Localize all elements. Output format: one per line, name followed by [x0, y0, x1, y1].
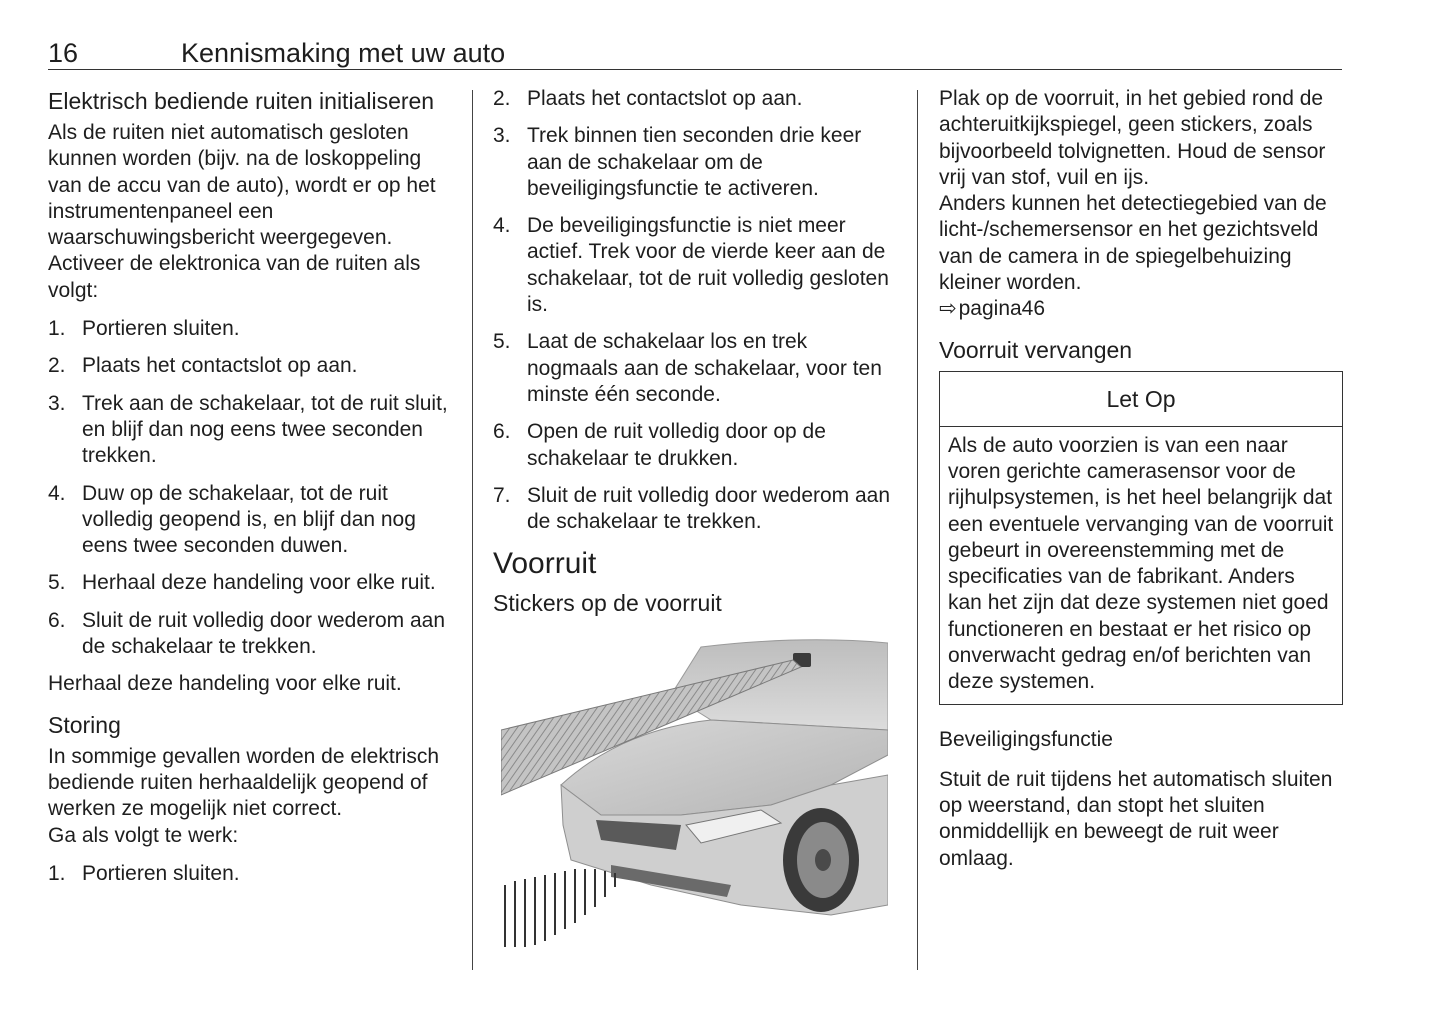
step-number: 1.: [48, 317, 66, 341]
intro-paragraph: Als de ruiten niet automatisch gesloten kunnen worden (bijv. na de loskoppeling van de accu van de auto), wordt er op het instrumentenpaneel een waarschuwingsbericht weergegeven.: [48, 121, 436, 250]
list-item: [48, 353, 458, 379]
step-text: Plaats het contactslot op aan.: [527, 87, 803, 110]
notice-title: Let Op: [940, 372, 1342, 427]
step-text: Trek binnen tien seconden drie keer aan de schakelaar om de beveiligingsfunctie te activeren.: [527, 124, 862, 200]
chapter-title: Kennismaking met uw auto: [181, 38, 506, 68]
step-text: Plaats het contactslot op aan.: [82, 354, 358, 378]
storing-paragraph-2: Ga als volgt te werk:: [48, 823, 239, 847]
section-heading-initialize: Elektrisch bediende ruiten initialiseren: [48, 88, 435, 114]
list-item: [48, 570, 458, 596]
list-item: [493, 483, 893, 536]
step-number: 2.: [493, 87, 511, 110]
notice-box: [939, 371, 1343, 705]
subheading-stickers: Stickers op de voorruit: [493, 590, 722, 617]
storing-paragraph: In sommige gevallen worden de elektrisch bediende ruiten herhaaldelijk geopend of werken ze mogelijk niet correct.: [48, 744, 440, 821]
list-item: [48, 608, 458, 661]
car-front-image: [501, 635, 888, 947]
section-heading-voorruit-vervangen: Voorruit vervangen: [939, 336, 1133, 363]
step-text: Portieren sluiten.: [82, 317, 240, 341]
intro-paragraph-2: Activeer de elektronica van de ruiten als volgt:: [48, 252, 421, 302]
page-number: 16: [48, 38, 79, 68]
step-text: Laat de schakelaar los en trek nogmaals aan de schakelaar, voor ten minste één seconde.: [527, 330, 882, 406]
step-text: Sluit de ruit volledig door wederom aan de schakelaar te trekken.: [527, 483, 891, 534]
page-reference-link[interactable]: pagina46: [958, 297, 1046, 321]
step-number: 6.: [493, 420, 511, 444]
step-text: De beveiligingsfunctie is niet meer actief. Trek voor de vierde keer aan de schakelaar, tot de ruit volledig gesloten is.: [527, 214, 889, 317]
stickers-paragraph: Plak op de voorruit, in het gebied rond de achteruitkijkspiegel, geen stickers, zoals bijvoorbeeld tolvignetten. Houd de sensor vrij van stof, vuil en ijs.: [939, 87, 1326, 189]
list-item: [493, 419, 893, 472]
steps-list-initialize: [48, 316, 458, 660]
step-number: 7.: [493, 483, 511, 507]
column-divider-2: [917, 90, 918, 970]
subheading-beveiligingsfunctie: Beveiligingsfunctie: [939, 727, 1113, 751]
column-left: [48, 86, 458, 898]
column-divider-1: [472, 90, 473, 970]
step-number: 4.: [48, 481, 66, 505]
list-item: [493, 329, 893, 408]
list-item: [493, 123, 893, 202]
step-text: Herhaal deze handeling voor elke ruit.: [82, 571, 436, 595]
column-right: [939, 86, 1343, 872]
page-reference[interactable]: [939, 296, 1343, 322]
step-text: Trek aan de schakelaar, tot de ruit sluit, en blijf dan nog eens twee seconden trekken.: [82, 391, 448, 468]
step-number: 1.: [48, 861, 66, 885]
step-number: 3.: [48, 391, 66, 415]
notice-text: Als de auto voorzien is van een naar voren gerichte camerasensor voor de rijhulpsystemen, is het heel belangrijk dat een eventuele vervanging van de voorruit gebeurt in overeenstemming met de specificaties van de fabrikant. Anders kan het zijn dat deze systemen niet goed functioneren en bestaat er het risico op onverwacht gedrag en/of berichten van deze systemen.: [948, 433, 1334, 694]
step-text: Sluit de ruit volledig door wederom aan de schakelaar te trekken.: [82, 608, 446, 659]
step-number: 5.: [48, 571, 66, 595]
list-item: [493, 213, 893, 318]
repeat-note: Herhaal deze handeling voor elke ruit.: [48, 672, 402, 696]
step-text: Open de ruit volledig door op de schakelaar te drukken.: [527, 420, 826, 470]
section-heading-storing: Storing: [48, 711, 121, 738]
steps-list-storing-continued: [493, 86, 893, 535]
step-number: 3.: [493, 124, 511, 148]
column-middle: [493, 86, 893, 622]
beveiliging-paragraph: Stuit de ruit tijdens het automatisch sluiten op weerstand, dan stopt het sluiten onmiddellijk en beweegt de ruit weer omlaag.: [939, 767, 1333, 870]
car-sensor-illustration: [501, 635, 888, 947]
step-number: 2.: [48, 354, 66, 378]
page-header: [48, 38, 1342, 70]
section-heading-voorruit: Voorruit: [493, 547, 597, 581]
list-item: [48, 391, 458, 470]
step-number: 4.: [493, 214, 511, 238]
list-item: [48, 481, 458, 560]
list-item: [48, 861, 458, 887]
list-item: [493, 86, 893, 112]
arrow-right-icon: ⇨: [939, 297, 957, 321]
step-number: 6.: [48, 608, 66, 632]
sensor-paragraph: Anders kunnen het detectiegebied van de licht-/schemersensor en het gezichtsveld van de camera in de spiegelbehuizing kleiner worden.: [939, 192, 1327, 295]
step-number: 5.: [493, 330, 511, 354]
step-text: Portieren sluiten.: [82, 861, 240, 885]
list-item: [48, 316, 458, 342]
steps-list-storing: [48, 861, 458, 887]
step-text: Duw op de schakelaar, tot de ruit volledig geopend is, en blijf dan nog eens twee seconden duwen.: [82, 481, 416, 558]
